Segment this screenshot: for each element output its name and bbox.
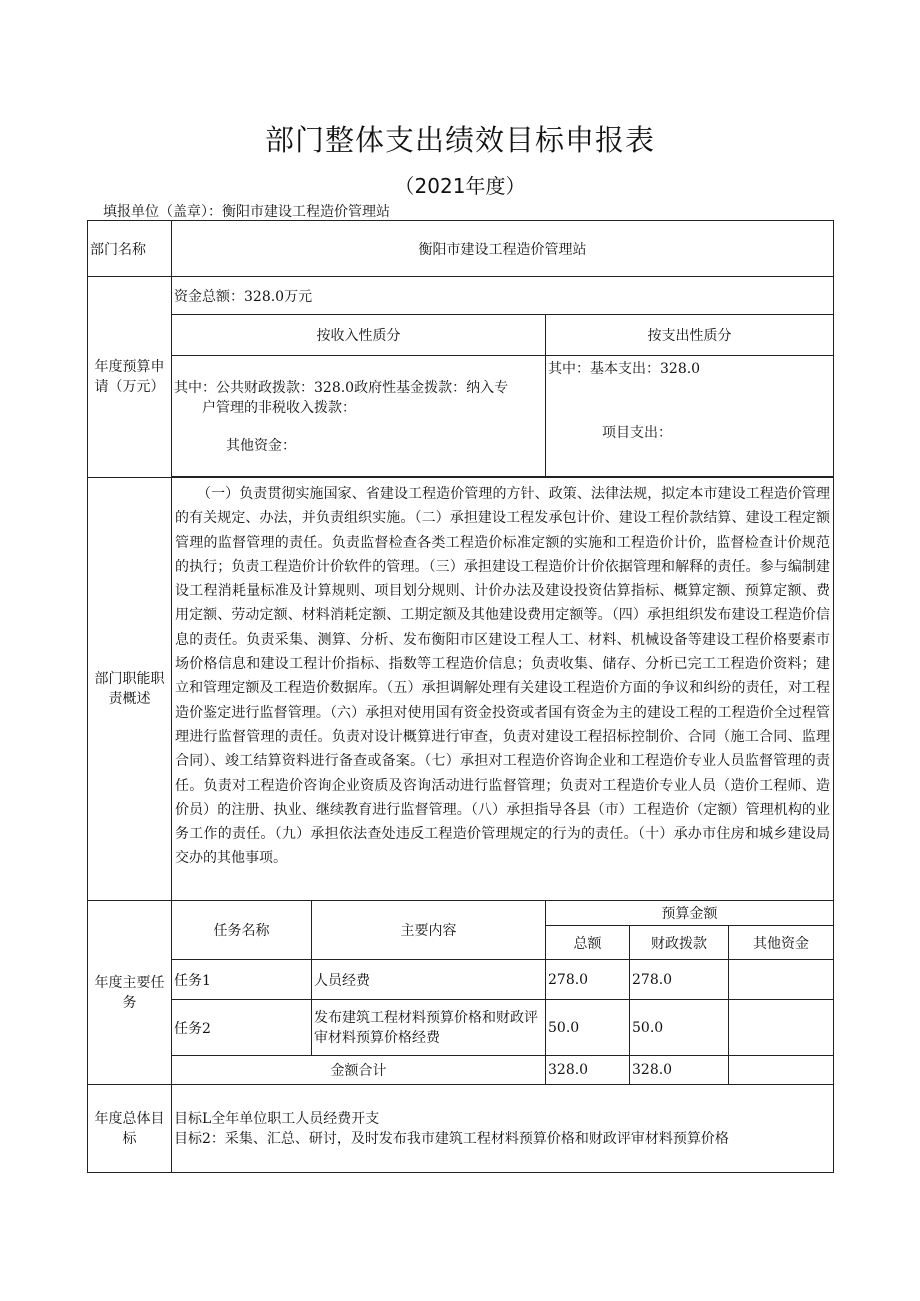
task-2-other [729, 1000, 834, 1056]
income-line-1: 其中：公共财政拨款：328.0政府性基金拨款：纳入专 [174, 380, 509, 396]
task-1-name: 任务1 [172, 960, 312, 1000]
tasks-sum-other [729, 1056, 834, 1085]
expense-project: 项目支出： [602, 425, 672, 441]
fill-unit-label: 填报单位（盖章）： [103, 204, 222, 220]
task-2-content: 发布建筑工程材料预算价格和财政评审材料预算价格经费 [312, 1000, 546, 1056]
tasks-header-row-1 [88, 901, 834, 926]
goals-label: 年度总体目标 [88, 1085, 172, 1173]
expense-detail [546, 356, 834, 477]
page-subtitle: （2021年度） [394, 174, 526, 198]
expense-basic: 其中：基本支出：328.0 [548, 361, 701, 377]
page-title: 部门整体支出绩效目标申报表 [264, 123, 655, 157]
budget-label: 年度预算申请（万元） [88, 277, 172, 478]
dept-label: 部门名称 [88, 221, 172, 277]
duties-text [172, 478, 834, 901]
task-other-header: 其他资金 [729, 926, 834, 960]
task-content-header: 主要内容 [312, 901, 546, 960]
dept-row [88, 221, 834, 277]
task-2-total: 50.0 [546, 1000, 630, 1056]
fill-unit-value: 衡阳市建设工程造价管理站 [222, 204, 390, 220]
tasks-sum-row [88, 1056, 834, 1085]
task-1-fiscal: 278.0 [630, 960, 729, 1000]
income-detail [172, 356, 546, 477]
table-row [88, 960, 834, 1000]
goal-line-1: 目标L全年单位职工人员经费开支 [174, 1110, 380, 1127]
task-1-content: 人员经费 [312, 960, 546, 1000]
task-1-total: 278.0 [546, 960, 630, 1000]
tasks-label: 年度主要任务 [88, 901, 172, 1085]
income-other: 其他资金： [226, 438, 296, 454]
by-income-header: 按收入性质分 [172, 315, 546, 356]
task-2-fiscal: 50.0 [630, 1000, 729, 1056]
budget-total-row [88, 277, 834, 315]
tasks-sum-fiscal: 328.0 [630, 1056, 729, 1085]
duties-label: 部门职能职责概述 [88, 478, 172, 901]
tasks-sum-total: 328.0 [546, 1056, 630, 1085]
fill-unit-line [103, 201, 390, 221]
duties-row [88, 478, 834, 901]
table-row [88, 1000, 834, 1056]
task-2-name: 任务2 [172, 1000, 312, 1056]
budget-total: 资金总额：328.0万元 [172, 277, 834, 315]
budget-detail-row [88, 356, 834, 477]
by-expense-header: 按支出性质分 [546, 315, 834, 356]
dept-value: 衡阳市建设工程造价管理站 [172, 221, 834, 277]
duties-body: （一）负责贯彻实施国家、省建设工程造价管理的方针、政策、法律法规，拟定本市建设工程造价管理的有关规定、办法，并负责组织实施。（二）承担建设工程发承包计价、建设工程价款结算、建设工程定额管理的监督管理的责任。负责监督检查各类工程造价标准定额的实施和工程造价计价，监督检查计价规范的执行；负责工程造价计价软件的管理。（三）承担建设工程造价计价依据管理和解释的责任。参与编制建设工程消耗量标准及计算规则、项目划分规则、计价办法及建设投资估算指标、概算定额、预算定额、费用定额、劳动定额、材料消耗定额、工期定额及其他建设费用定额等。（四）承担组织发布建设工程造价信息的责任。负责采集、测算、分析、发布衡阳市区建设工程人工、材料、机械设备等建设工程价格要素市场价格信息和建设工程计价指标、指数等工程造价信息；负责收集、储存、分析已完工工程造价资料；建立和管理定额及工程造价数据库。（五）承担调解处理有关建设工程造价方面的争议和纠纷的责任，对工程造价鉴定进行监督管理。（六）承担对使用国有资金投资或者国有资金为主的建设工程的工程造价全过程管理进行监督管理的责任。负责对设计概算进行审查，负责对建设工程招标控制价、合同（施工合同、监理合同）、竣工结算资料进行备查或备案。（七）承担对工程造价咨询企业和工程造价专业人员监督管理的责任。负责对工程造价咨询企业资质及咨询活动进行监督管理；负责对工程造价专业人员（造价工程师、造价员）的注册、执业、继续教育进行监督管理。（八）承担指导各县（市）工程造价（定额）管理机构的业务工作的责任。（九）承担依法查处违反工程造价管理规定的行为的责任。（十）承办市住房和城乡建设局交办的其他事项。 [175, 486, 831, 867]
income-line-2: 户管理的非税收入拨款： [202, 400, 356, 416]
goal-line-2: 目标2：采集、汇总、研讨，及时发布我市建筑工程材料预算价格和财政评审材料预算价格 [174, 1130, 729, 1147]
task-budget-header: 预算金额 [546, 901, 834, 926]
task-1-other [729, 960, 834, 1000]
tasks-sum-label: 金额合计 [172, 1056, 546, 1085]
performance-table [87, 220, 834, 1173]
goals-row [88, 1085, 834, 1173]
budget-header-row [88, 315, 834, 356]
task-fiscal-header: 财政拨款 [630, 926, 729, 960]
task-total-header: 总额 [546, 926, 630, 960]
goals-text [172, 1085, 834, 1173]
task-name-header: 任务名称 [172, 901, 312, 960]
